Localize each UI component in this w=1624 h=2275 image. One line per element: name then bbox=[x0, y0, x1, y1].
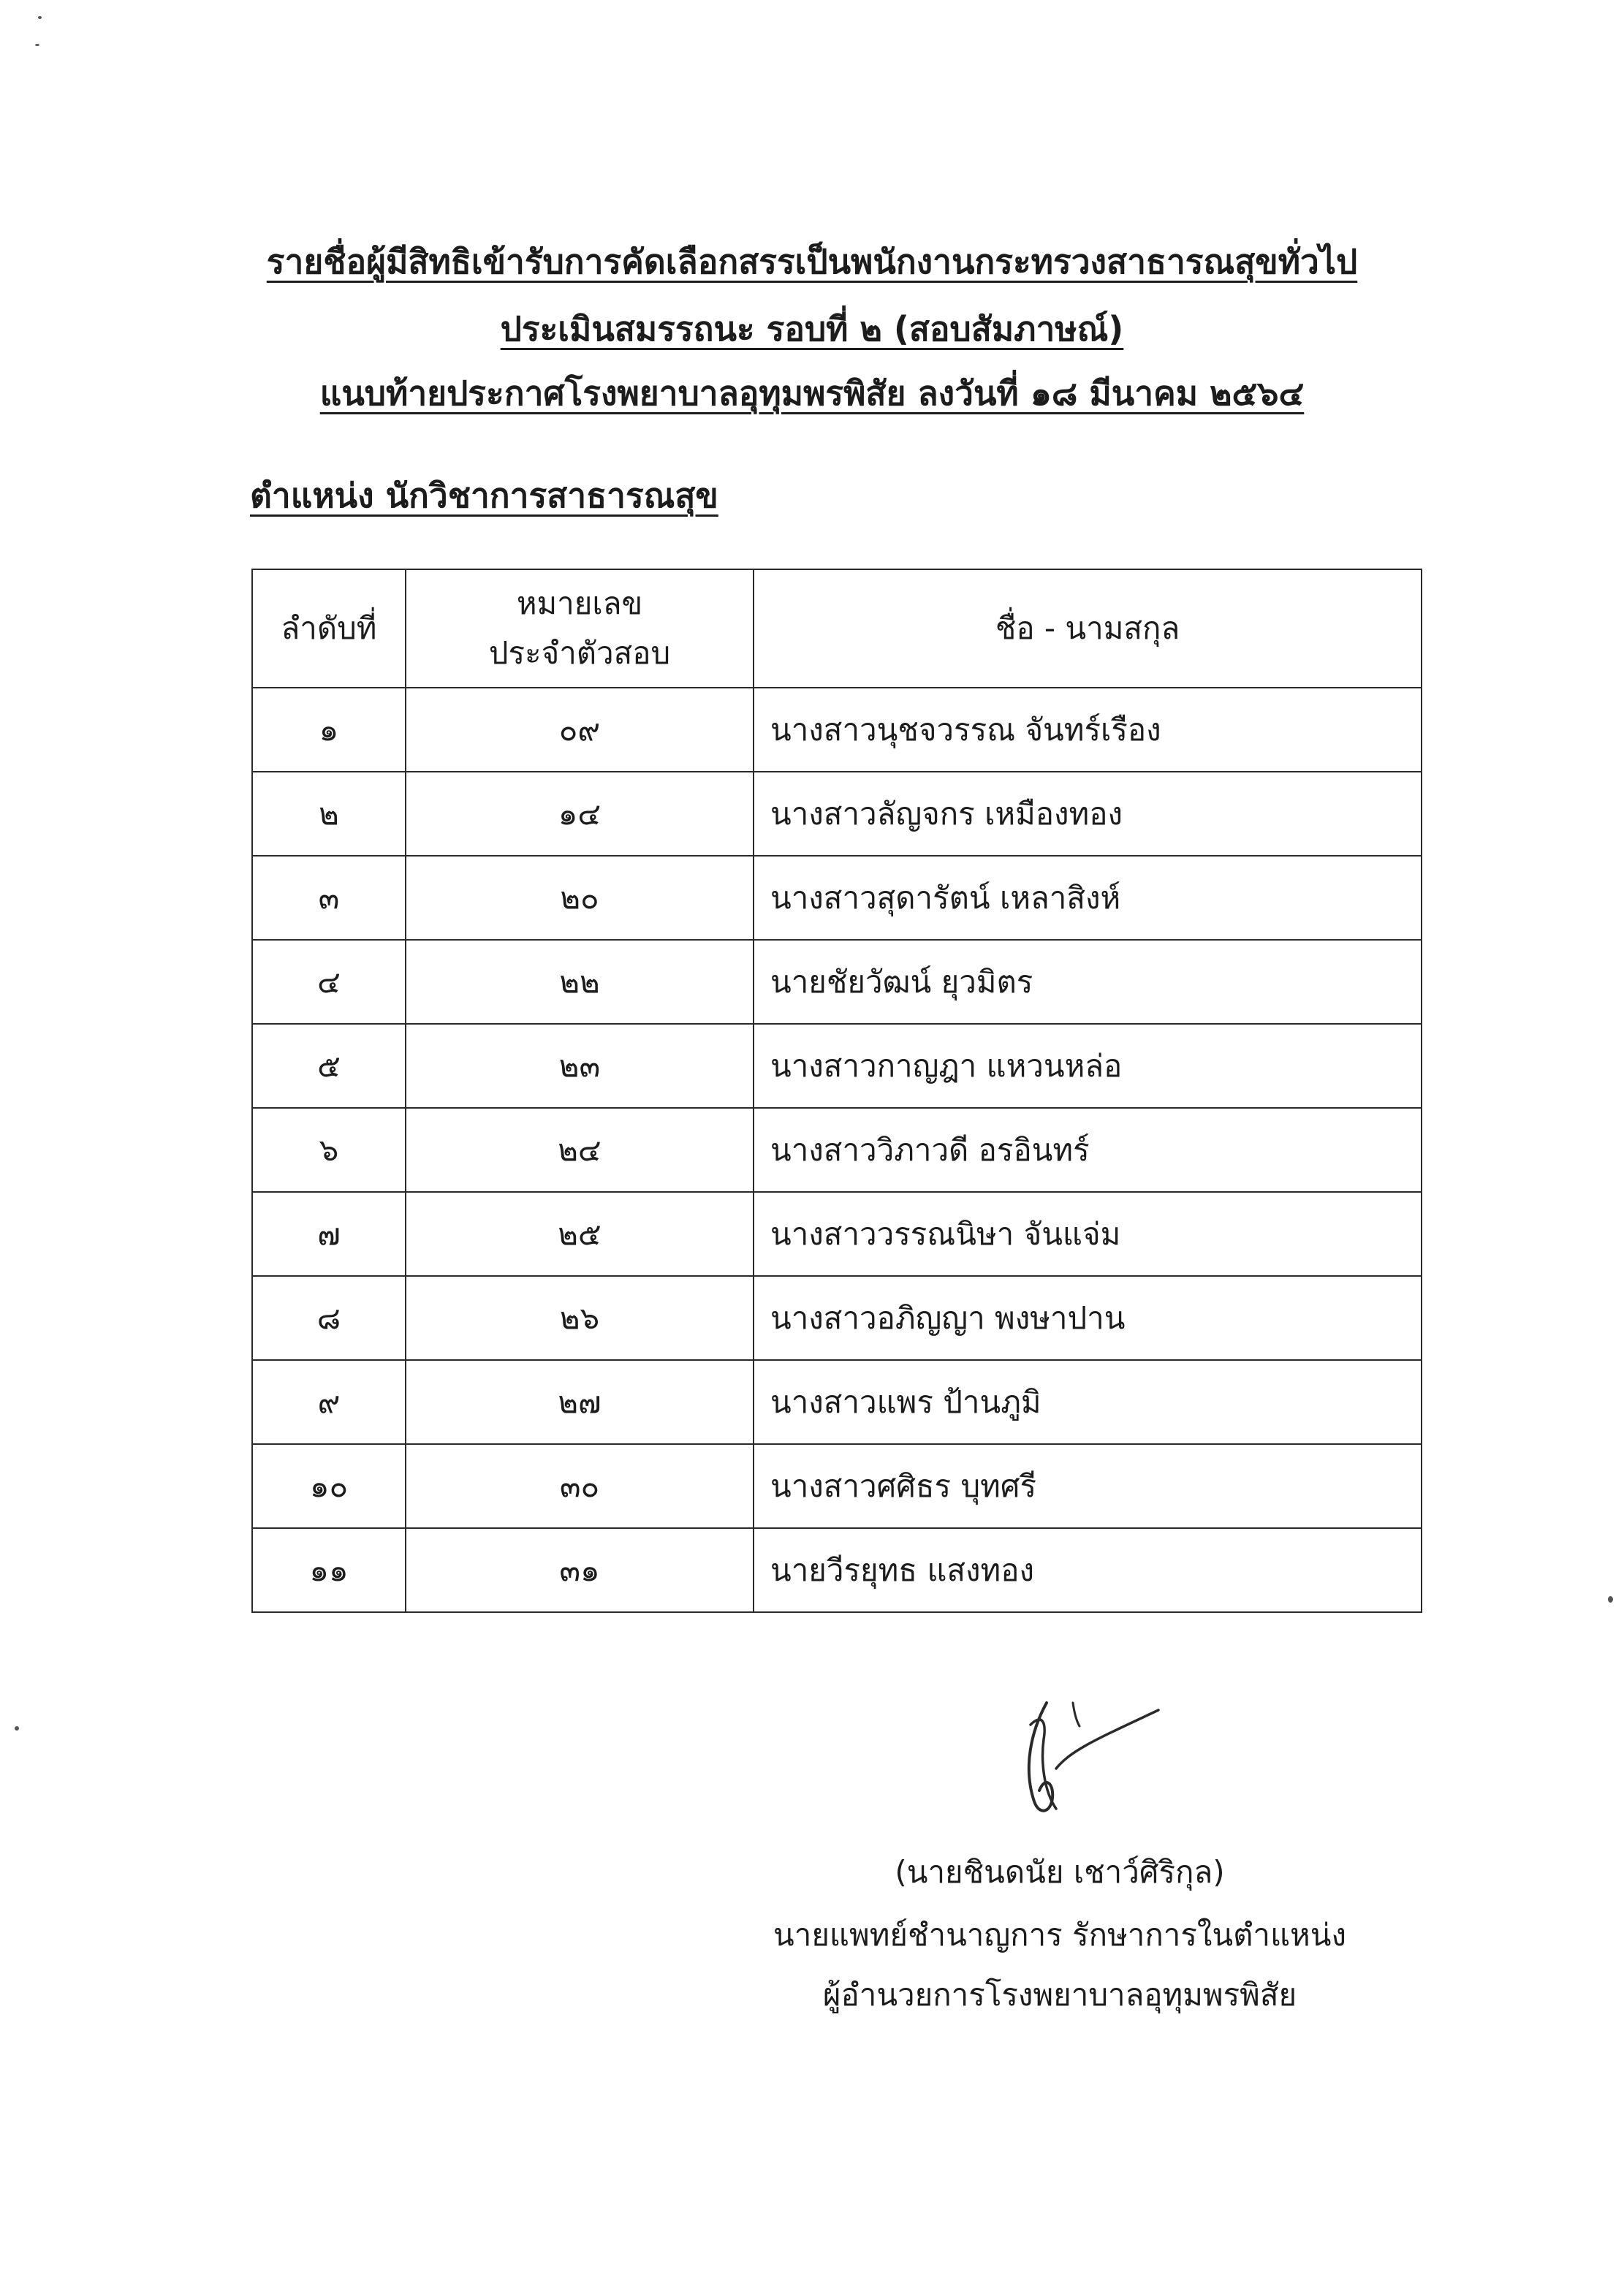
header-exam-no-line-2: ประจำตัวสอบ bbox=[488, 635, 671, 671]
heading-line-2-text: ประเมินสมรรถนะ รอบที่ ๒ (สอบสัมภาษณ์) bbox=[500, 309, 1124, 349]
cell-order: ๗ bbox=[252, 1192, 406, 1276]
table-row bbox=[252, 1276, 1422, 1360]
heading-line-2 bbox=[0, 307, 1624, 351]
table-row bbox=[252, 856, 1422, 940]
table-row bbox=[252, 772, 1422, 856]
table-row bbox=[252, 688, 1422, 772]
scan-speck bbox=[35, 44, 39, 46]
scan-speck bbox=[38, 16, 42, 19]
cell-name: นางสาวแพร ป้านภูมิ bbox=[754, 1360, 1422, 1444]
cell-name: นางสาววรรณนิษา จันแจ่ม bbox=[754, 1192, 1422, 1276]
cell-order: ๑๑ bbox=[252, 1528, 406, 1612]
cell-name: นางสาวศศิธร บุทศรี bbox=[754, 1444, 1422, 1528]
cell-name: นางสาววิภาวดี อรอินทร์ bbox=[754, 1108, 1422, 1192]
scan-speck bbox=[1608, 1596, 1613, 1603]
header-exam-no-line-1: หมายเลข bbox=[516, 585, 643, 621]
cell-exam-no: ๒๐ bbox=[406, 856, 754, 940]
cell-exam-no: ๓๐ bbox=[406, 1444, 754, 1528]
cell-name: นายชัยวัฒน์ ยุวมิตร bbox=[754, 940, 1422, 1024]
cell-exam-no: ๒๕ bbox=[406, 1192, 754, 1276]
cell-order: ๙ bbox=[252, 1360, 406, 1444]
table-row bbox=[252, 1024, 1422, 1108]
cell-order: ๘ bbox=[252, 1276, 406, 1360]
cell-order: ๔ bbox=[252, 940, 406, 1024]
cell-exam-no: ๑๔ bbox=[406, 772, 754, 856]
table-row bbox=[252, 1360, 1422, 1444]
header-order: ลำดับที่ bbox=[252, 569, 406, 688]
cell-order: ๕ bbox=[252, 1024, 406, 1108]
cell-exam-no: ๓๑ bbox=[406, 1528, 754, 1612]
scan-speck bbox=[15, 1726, 19, 1731]
table-row bbox=[252, 1108, 1422, 1192]
cell-exam-no: ๒๒ bbox=[406, 940, 754, 1024]
cell-exam-no: ๒๖ bbox=[406, 1276, 754, 1360]
heading-line-3-text: แนบท้ายประกาศโรงพยาบาลอุทุมพรพิสัย ลงวันที่ ๑๘ มีนาคม ๒๕๖๔ bbox=[319, 373, 1305, 413]
position-title: ตำแหน่ง นักวิชาการสาธารณสุข bbox=[250, 476, 718, 515]
cell-name: นางสาวอภิญญา พงษาปาน bbox=[754, 1276, 1422, 1360]
table-row bbox=[252, 940, 1422, 1024]
cell-exam-no: ๒๗ bbox=[406, 1360, 754, 1444]
cell-name: นางสาวกาญฎา แหวนหล่อ bbox=[754, 1024, 1422, 1108]
header-name: ชื่อ - นามสกุล bbox=[754, 569, 1422, 688]
candidate-table bbox=[251, 569, 1422, 1613]
cell-name: นายวีรยุทธ แสงทอง bbox=[754, 1528, 1422, 1612]
cell-name: นางสาวนุชจวรรณ จันทร์เรือง bbox=[754, 688, 1422, 772]
heading-line-1-text: รายชื่อผู้มีสิทธิเข้ารับการคัดเลือกสรรเป็นพนักงานกระทรวงสาธารณสุขทั่วไป bbox=[266, 242, 1358, 281]
cell-order: ๑๐ bbox=[252, 1444, 406, 1528]
heading-line-3 bbox=[0, 371, 1624, 415]
signer-office: ผู้อำนวยการโรงพยาบาลอุทุมพรพิสัย bbox=[822, 1977, 1297, 2013]
cell-exam-no: ๐๙ bbox=[406, 688, 754, 772]
table-row bbox=[252, 1444, 1422, 1528]
cell-exam-no: ๒๔ bbox=[406, 1108, 754, 1192]
signer-title: นายแพทย์ชำนาญการ รักษาการในตำแหน่ง bbox=[773, 1917, 1346, 1953]
cell-name: นางสาวสุดารัตน์ เหลาสิงห์ bbox=[754, 856, 1422, 940]
cell-order: ๓ bbox=[252, 856, 406, 940]
table-row bbox=[252, 1192, 1422, 1276]
table-row bbox=[252, 1528, 1422, 1612]
cell-order: ๖ bbox=[252, 1108, 406, 1192]
signature-image bbox=[1001, 1681, 1184, 1827]
table-header-row bbox=[252, 569, 1422, 688]
cell-order: ๑ bbox=[252, 688, 406, 772]
header-exam-no bbox=[406, 569, 754, 688]
cell-name: นางสาวลัญจกร เหมืองทอง bbox=[754, 772, 1422, 856]
signer-name: (นายชินดนัย เชาว์ศิริกุล) bbox=[895, 1854, 1225, 1890]
cell-order: ๒ bbox=[252, 772, 406, 856]
heading-line-1 bbox=[0, 240, 1624, 284]
cell-exam-no: ๒๓ bbox=[406, 1024, 754, 1108]
